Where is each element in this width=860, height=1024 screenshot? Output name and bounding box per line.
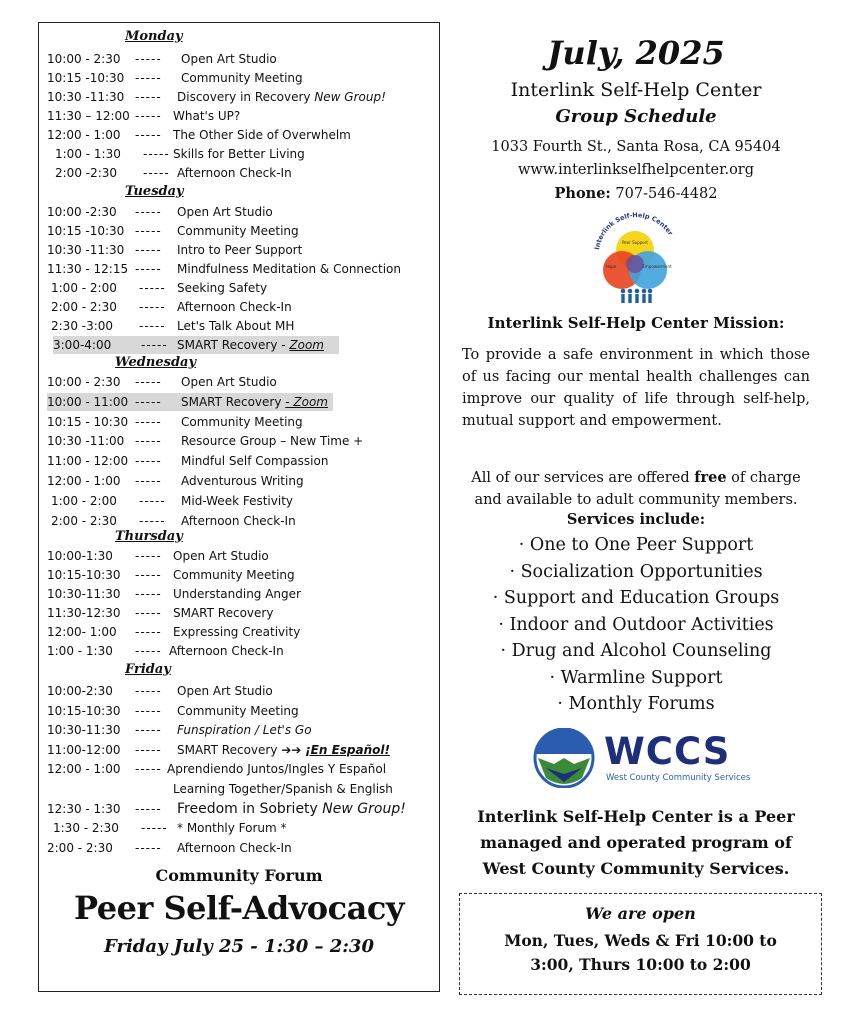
- service-item: · Warmline Support: [549, 667, 723, 688]
- row-dashes: -----: [139, 513, 166, 528]
- row-dashes: -----: [135, 762, 162, 777]
- row-name: Mindfulness Meditation & Connection: [177, 262, 401, 276]
- phone-line: [462, 185, 810, 202]
- row-time: 10:15 -10:30: [47, 71, 125, 85]
- free-post: of charge and available to adult community members.: [474, 470, 801, 508]
- row-time: 12:30 - 1:30: [47, 801, 121, 816]
- row-name: SMART Recovery - Zoom: [181, 394, 328, 409]
- phone-label: Phone:: [554, 185, 611, 202]
- row-name: Afternoon Check-In: [177, 300, 292, 314]
- free-services-note: [462, 467, 810, 511]
- logo-word-empowerment: Empowerment: [642, 264, 672, 269]
- row-dashes: -----: [135, 375, 162, 389]
- service-item: · Monthly Forums: [557, 694, 715, 714]
- services-heading: Services include:: [566, 511, 706, 528]
- mission-text: To provide a safe environment in which those of us facing our mental health challenges can improve our quality of life through self-help, mutual support and empowerment.: [462, 347, 810, 429]
- row-dashes: -----: [139, 319, 166, 333]
- wccs-mountain-icon: [532, 728, 596, 788]
- row-time: 10:15-10:30: [47, 703, 121, 718]
- row-dashes: -----: [135, 625, 162, 639]
- row-dashes: -----: [135, 262, 162, 276]
- row-time: 10:00 - 2:30: [47, 52, 121, 66]
- schedule-row: [47, 393, 333, 411]
- website[interactable]: www.interlinkselfhelpcenter.org: [517, 162, 755, 178]
- row-time: 3:00-4:00: [53, 338, 112, 352]
- row-time: 10:30-11:30: [47, 723, 121, 738]
- row-time: 10:15 -10:30: [47, 224, 125, 238]
- row-name: Open Art Studio: [173, 549, 269, 563]
- row-time: 10:30 -11:00: [47, 434, 125, 449]
- row-name: Funspiration / Let's Go: [177, 723, 312, 738]
- row-name: Open Art Studio: [181, 375, 277, 389]
- day-heading-wednesday: Wednesday: [115, 355, 197, 370]
- row-dashes: -----: [135, 587, 162, 601]
- mission-heading: Interlink Self-Help Center Mission:: [487, 314, 785, 332]
- wccs-subtitle: West County Community Services: [606, 773, 751, 783]
- row-dashes: -----: [135, 434, 162, 449]
- row-dashes: -----: [135, 840, 162, 855]
- row-time: 10:30 -11:30: [47, 90, 125, 104]
- row-dashes: -----: [135, 224, 162, 238]
- row-time: 10:15-10:30: [47, 568, 121, 582]
- row-time: 11:00 - 12:00: [47, 454, 129, 469]
- row-dashes: -----: [139, 493, 166, 508]
- row-name: Community Meeting: [181, 71, 303, 85]
- row-name: Resource Group – New Time +: [181, 434, 364, 449]
- phone-number: 707-546-4482: [615, 186, 718, 202]
- logo-figures: [621, 289, 653, 303]
- row-name: Aprendiendo Juntos/Ingles Y Español: [167, 762, 387, 777]
- address: 1033 Fourth St., Santa Rosa, CA 95404: [491, 139, 781, 155]
- row-name: Afternoon Check-In: [181, 513, 296, 528]
- row-dashes: -----: [135, 52, 162, 66]
- row-dashes: -----: [135, 243, 162, 257]
- row-name: SMART Recovery ➔➔ ¡En Español!: [177, 742, 390, 757]
- services-list: [462, 532, 810, 718]
- row-name: Discovery in Recovery New Group!: [177, 90, 386, 104]
- forum-heading: Community Forum: [155, 866, 323, 885]
- row-time: 11:30 – 12:00: [47, 109, 130, 123]
- row-dashes: -----: [135, 454, 162, 469]
- row-time: 12:00- 1:00: [47, 625, 117, 639]
- row-tag: New Group!: [310, 90, 386, 104]
- row-dashes: -----: [135, 684, 162, 698]
- row-time: 12:00 - 1:00: [47, 128, 121, 142]
- row-name: Mindful Self Compassion: [181, 454, 329, 469]
- row-time: 2:00 - 2:30: [51, 513, 117, 528]
- hours-heading: We are open: [585, 904, 696, 923]
- row-name: Seeking Safety: [177, 281, 268, 295]
- row-time: 1:00 - 2:00: [51, 493, 117, 508]
- row-time: 10:00 - 2:30: [47, 375, 121, 389]
- row-time: 1:00 - 2:00: [51, 281, 117, 295]
- row-dashes: -----: [135, 723, 162, 738]
- peer-statement: Interlink Self-Help Center is a Peer managed and operated program of West County Community Services.: [477, 807, 795, 878]
- row-time: 11:30-12:30: [47, 606, 121, 620]
- hours-box: [459, 893, 822, 995]
- logo-word-hope: Hope: [605, 264, 617, 269]
- row-name: SMART Recovery - Zoom: [177, 338, 324, 352]
- row-dashes: -----: [135, 414, 162, 429]
- row-name: Afternoon Check-In: [169, 644, 284, 658]
- row-dashes: -----: [135, 549, 162, 563]
- wccs-name: WCCS: [604, 730, 731, 773]
- row-name: Intro to Peer Support: [177, 243, 303, 257]
- row-dashes: -----: [135, 568, 162, 582]
- service-item: · Drug and Alcohol Counseling: [500, 641, 772, 661]
- row-time: 10:30-11:30: [47, 587, 121, 601]
- service-item: · One to One Peer Support: [518, 535, 754, 555]
- row-dashes: -----: [135, 801, 162, 816]
- row-name: Community Meeting: [177, 703, 299, 718]
- service-item: · Socialization Opportunities: [509, 561, 763, 582]
- month-title: July, 2025: [547, 34, 725, 72]
- row-name: Expressing Creativity: [173, 625, 301, 639]
- service-item: · Support and Education Groups: [492, 588, 780, 608]
- row-dashes: -----: [135, 205, 162, 219]
- row-dashes: -----: [135, 109, 162, 123]
- schedule-panel: [38, 22, 440, 992]
- logo-word-peer: Peer Support: [622, 240, 648, 245]
- row-name: Community Meeting: [181, 414, 303, 429]
- row-time: 2:00 - 2:30: [47, 840, 113, 855]
- row-name: Community Meeting: [177, 224, 299, 238]
- row-name: Community Meeting: [173, 568, 295, 582]
- row-name: Learning Together/Spanish & English: [173, 782, 393, 796]
- row-name: Afternoon Check-In: [177, 166, 292, 180]
- row-time: 10:30 -11:30: [47, 243, 125, 257]
- forum-date: Friday July 25 - 1:30 – 2:30: [104, 936, 374, 957]
- row-name: Let's Talk About MH: [177, 319, 295, 333]
- day-heading-thursday: Thursday: [115, 529, 183, 544]
- row-name: Adventurous Writing: [181, 474, 304, 488]
- row-dashes: -----: [135, 474, 162, 488]
- service-item: · Indoor and Outdoor Activities: [498, 614, 774, 635]
- row-dashes: -----: [135, 71, 162, 85]
- row-name: Open Art Studio: [177, 205, 273, 219]
- row-name: Skills for Better Living: [173, 147, 305, 161]
- row-name: Understanding Anger: [173, 587, 301, 601]
- row-tag: - Zoom: [285, 394, 328, 409]
- row-dashes: -----: [139, 300, 166, 314]
- row-time: 1:30 - 2:30: [53, 821, 119, 836]
- wccs-logo: [532, 728, 752, 788]
- row-dashes: -----: [143, 147, 170, 161]
- row-time: 10:00 - 11:00: [47, 394, 129, 409]
- row-dashes: -----: [139, 281, 166, 295]
- row-time: 10:00-1:30: [47, 549, 113, 563]
- row-time: 11:30 - 12:15: [47, 262, 129, 276]
- logo-ring-text: Interlink Self-Help Center: [593, 212, 675, 251]
- hours-line-1: Mon, Tues, Weds & Fri 10:00 to: [504, 931, 777, 950]
- forum-title: Peer Self-Advocacy: [74, 889, 404, 927]
- schedule-row: [53, 336, 339, 354]
- row-name: SMART Recovery: [173, 606, 274, 620]
- day-heading-tuesday: Tuesday: [125, 184, 184, 199]
- row-tag: New Group!: [317, 800, 406, 817]
- row-time: 2:00 - 2:30: [51, 300, 117, 314]
- free-pre: All of our services are offered: [471, 470, 695, 486]
- row-dashes: -----: [135, 394, 162, 409]
- row-name: * Monthly Forum *: [177, 821, 287, 836]
- day-heading-friday: Friday: [125, 662, 171, 677]
- hours-line-2: 3:00, Thurs 10:00 to 2:00: [530, 955, 751, 974]
- row-name: What's UP?: [173, 109, 241, 123]
- row-name: The Other Side of Overwhelm: [173, 128, 351, 142]
- free-word: free: [694, 469, 727, 486]
- row-name: Freedom in Sobriety New Group!: [177, 800, 406, 817]
- row-time: 12:00 - 1:00: [47, 762, 121, 777]
- row-time: 1:00 - 1:30: [47, 644, 113, 658]
- row-time: 10:00 -2:30: [47, 205, 117, 219]
- row-dashes: -----: [143, 166, 170, 180]
- row-time: 11:00-12:00: [47, 742, 121, 757]
- row-time: 10:15 - 10:30: [47, 414, 129, 429]
- row-time: 2:00 -2:30: [55, 166, 118, 180]
- row-dashes: -----: [135, 742, 162, 757]
- row-dashes: -----: [135, 703, 162, 718]
- row-dashes: -----: [135, 606, 162, 620]
- day-heading-monday: Monday: [125, 29, 183, 44]
- interlink-logo: [585, 212, 685, 312]
- row-time: 1:00 - 1:30: [55, 147, 121, 161]
- row-time: 12:00 - 1:00: [47, 474, 121, 488]
- row-time: 2:30 -3:00: [51, 319, 114, 333]
- row-dashes: -----: [135, 90, 162, 104]
- org-name: Interlink Self-Help Center: [510, 79, 762, 101]
- row-dashes: -----: [141, 338, 168, 352]
- row-name: Open Art Studio: [181, 52, 277, 66]
- row-dashes: -----: [135, 644, 162, 658]
- row-tag: Zoom: [289, 338, 324, 352]
- row-name: Open Art Studio: [177, 684, 273, 698]
- row-name: Mid-Week Festivity: [181, 493, 294, 508]
- row-name: Afternoon Check-In: [177, 840, 292, 855]
- logo-circle-center: [626, 255, 644, 273]
- row-tag: ¡En Español!: [305, 742, 390, 757]
- schedule-subtitle: Group Schedule: [555, 106, 717, 127]
- row-dashes: -----: [141, 821, 168, 836]
- row-dashes: -----: [135, 128, 162, 142]
- row-time: 10:00-2:30: [47, 684, 113, 698]
